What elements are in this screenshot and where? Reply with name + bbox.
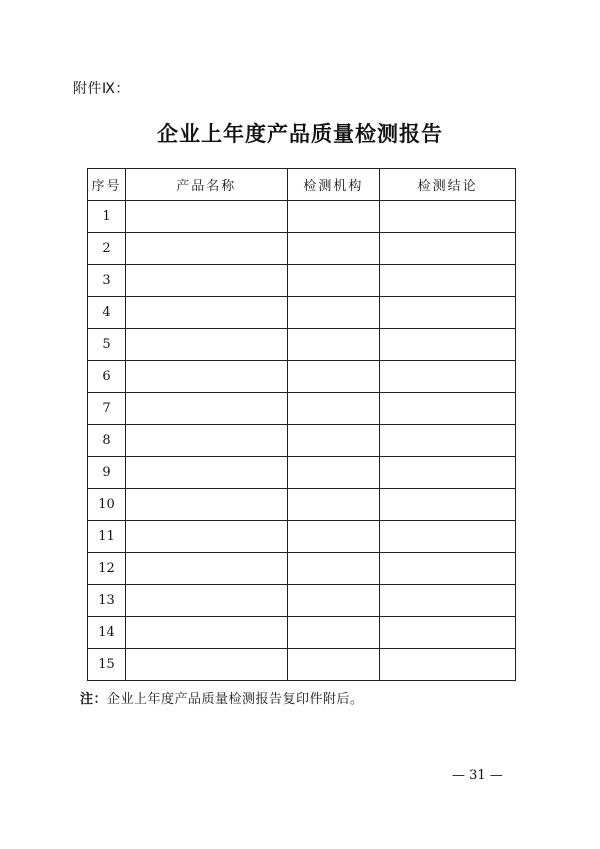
- product-name-cell: [125, 393, 287, 425]
- table-row: [88, 489, 516, 521]
- row-index-cell: 1: [88, 201, 126, 233]
- table-row: [88, 553, 516, 585]
- product-name-cell: [125, 329, 287, 361]
- row-index-cell: 10: [88, 489, 126, 521]
- footnote-prefix: 注：: [80, 692, 108, 707]
- product-name-cell: [125, 553, 287, 585]
- testing-agency-cell: [287, 329, 380, 361]
- row-index-cell: 12: [88, 553, 126, 585]
- testing-agency-cell: [287, 361, 380, 393]
- test-result-cell: [380, 585, 516, 617]
- column-header-index: 序号: [88, 169, 126, 201]
- row-index-cell: 15: [88, 649, 126, 681]
- test-result-cell: [380, 649, 516, 681]
- row-index-cell: 11: [88, 521, 126, 553]
- footnote: [80, 688, 364, 707]
- attachment-label: 附件Ⅸ：: [73, 81, 130, 97]
- product-name-cell: [125, 201, 287, 233]
- row-index-cell: 13: [88, 585, 126, 617]
- table-header-row: [88, 169, 516, 201]
- testing-agency-cell: [287, 425, 380, 457]
- product-name-cell: [125, 521, 287, 553]
- row-index-cell: 4: [88, 297, 126, 329]
- product-name-cell: [125, 585, 287, 617]
- footnote-text: 企业上年度产品质量检测报告复印件附后。: [107, 692, 364, 707]
- report-table: [87, 168, 516, 681]
- test-result-cell: [380, 201, 516, 233]
- test-result-cell: [380, 297, 516, 329]
- table-row: [88, 329, 516, 361]
- test-result-cell: [380, 553, 516, 585]
- product-name-cell: [125, 425, 287, 457]
- product-name-cell: [125, 361, 287, 393]
- testing-agency-cell: [287, 201, 380, 233]
- test-result-cell: [380, 457, 516, 489]
- row-index-cell: 5: [88, 329, 126, 361]
- product-name-cell: [125, 457, 287, 489]
- test-result-cell: [380, 265, 516, 297]
- table-row: [88, 425, 516, 457]
- testing-agency-cell: [287, 585, 380, 617]
- testing-agency-cell: [287, 297, 380, 329]
- testing-agency-cell: [287, 617, 380, 649]
- test-result-cell: [380, 521, 516, 553]
- test-result-cell: [380, 393, 516, 425]
- test-result-cell: [380, 233, 516, 265]
- table-row: [88, 361, 516, 393]
- testing-agency-cell: [287, 393, 380, 425]
- table-row: [88, 617, 516, 649]
- table-row: [88, 265, 516, 297]
- column-header-testing-agency: 检测机构: [287, 169, 380, 201]
- product-name-cell: [125, 297, 287, 329]
- test-result-cell: [380, 329, 516, 361]
- row-index-cell: 8: [88, 425, 126, 457]
- table-row: [88, 233, 516, 265]
- row-index-cell: 7: [88, 393, 126, 425]
- row-index-cell: 9: [88, 457, 126, 489]
- row-index-cell: 3: [88, 265, 126, 297]
- table-row: [88, 201, 516, 233]
- table-row: [88, 649, 516, 681]
- table-row: [88, 521, 516, 553]
- test-result-cell: [380, 617, 516, 649]
- table-row: [88, 585, 516, 617]
- table-row: [88, 393, 516, 425]
- row-index-cell: 14: [88, 617, 126, 649]
- test-result-cell: [380, 489, 516, 521]
- product-name-cell: [125, 265, 287, 297]
- testing-agency-cell: [287, 265, 380, 297]
- testing-agency-cell: [287, 457, 380, 489]
- table-row: [88, 297, 516, 329]
- product-name-cell: [125, 489, 287, 521]
- testing-agency-cell: [287, 233, 380, 265]
- testing-agency-cell: [287, 649, 380, 681]
- test-result-cell: [380, 425, 516, 457]
- column-header-product-name: 产品名称: [125, 169, 287, 201]
- row-index-cell: 6: [88, 361, 126, 393]
- table-row: [88, 457, 516, 489]
- testing-agency-cell: [287, 521, 380, 553]
- testing-agency-cell: [287, 553, 380, 585]
- testing-agency-cell: [287, 489, 380, 521]
- table-body: [88, 201, 516, 681]
- page-number: — 31 —: [452, 768, 503, 783]
- product-name-cell: [125, 649, 287, 681]
- column-header-test-result: 检测结论: [380, 169, 516, 201]
- product-name-cell: [125, 233, 287, 265]
- test-result-cell: [380, 361, 516, 393]
- page-title: 企业上年度产品质量检测报告: [157, 121, 443, 146]
- product-name-cell: [125, 617, 287, 649]
- row-index-cell: 2: [88, 233, 126, 265]
